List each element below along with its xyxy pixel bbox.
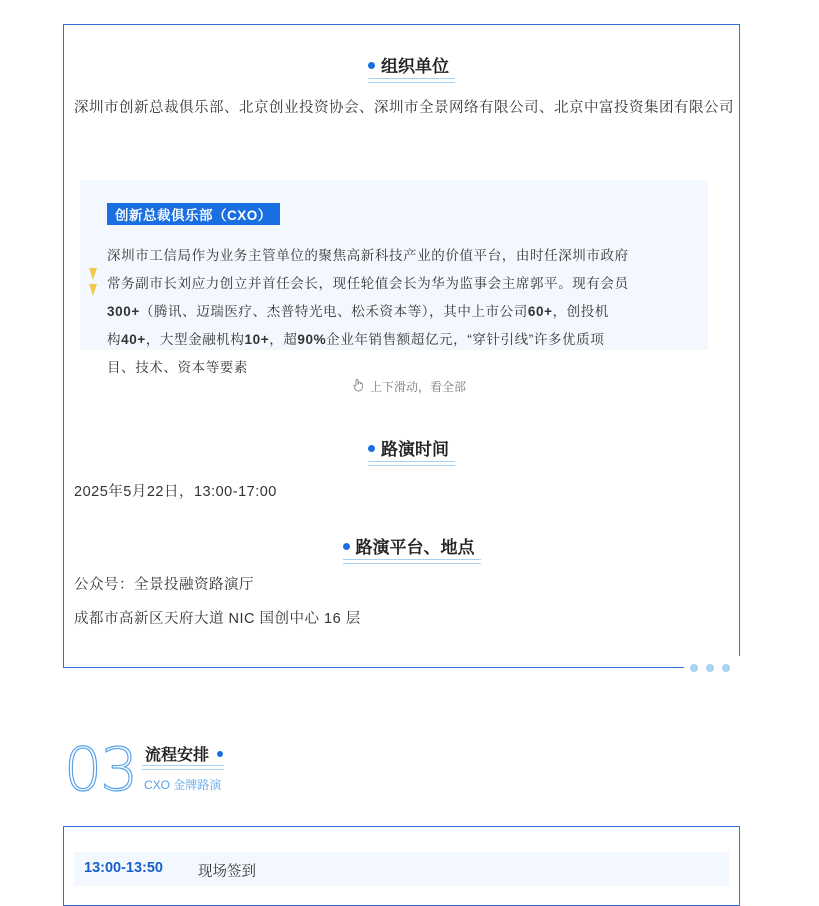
bullet-icon (368, 445, 375, 452)
time-heading (0, 435, 819, 464)
revenue-percent: 90% (297, 332, 327, 347)
bullet-icon (368, 62, 375, 69)
club-intro-box[interactable] (80, 180, 708, 375)
scroll-hint (0, 378, 819, 395)
chevron-down-icon (89, 268, 97, 298)
section-header-schedule (64, 735, 222, 805)
section-number: 03 (64, 735, 137, 805)
venue-platform: 公众号：全景投融资路演厅 (74, 577, 254, 593)
bullet-icon (343, 543, 350, 550)
schedule-row (74, 852, 729, 886)
scroll-hint-text: 上下滑动，看全部 (369, 380, 466, 394)
section-title-text: 流程安排 (145, 747, 210, 764)
section-subtitle: CXO 金牌路演 (144, 778, 222, 792)
finance-count: 10+ (244, 332, 270, 347)
club-line-part: ，创投机 (552, 304, 609, 319)
club-line-part: ，超 (269, 332, 298, 347)
schedule-time: 13:00-13:50 (84, 860, 163, 876)
time-text: 2025年5月22日，13:00-17:00 (74, 484, 277, 500)
member-count: 300+ (107, 304, 140, 319)
club-line: 常务副市长刘应力创立并首任会长，现任轮值会长为华为监事会主席郭平。现有会员 (107, 276, 629, 291)
time-title: 路演时间 (381, 440, 449, 459)
section-title (145, 742, 223, 765)
club-line (107, 298, 692, 326)
dot-icon (690, 664, 698, 672)
club-line-part: 构 (107, 332, 122, 347)
club-line-part: 企业年销售额超亿元，“穿针引线”许多优质项 (326, 332, 605, 347)
bullet-icon (217, 751, 223, 757)
venue-address: 成都市高新区天府大道 NIC 国创中心 16 层 (74, 611, 361, 627)
decorative-dots (690, 664, 730, 672)
club-line-part: ，大型金融机构 (145, 332, 245, 347)
vc-count: 40+ (121, 332, 146, 347)
club-line-part: （腾讯、迈瑞医疗、杰普特光电、松禾资本等），其中上市公司 (139, 304, 528, 319)
organizers-text: 深圳市创新总裁俱乐部、北京创业投资协会、深圳市全景网络有限公司、北京中富投资集团有限公司 (74, 100, 734, 116)
venue-title: 路演平台、地点 (355, 538, 475, 557)
dot-icon (722, 664, 730, 672)
section-underline (142, 765, 224, 770)
schedule-desc: 现场签到 (198, 864, 256, 880)
club-line: 目、技术、资本等要素 (107, 360, 248, 375)
club-line: 深圳市工信局作为业务主管单位的聚焦高新科技产业的价值平台，由时任深圳市政府 (107, 248, 629, 263)
hand-pointer-icon (353, 379, 364, 394)
listed-count: 60+ (527, 304, 553, 319)
organizers-title: 组织单位 (381, 57, 449, 76)
dot-icon (706, 664, 714, 672)
club-line (107, 326, 692, 354)
venue-heading (0, 533, 819, 562)
club-tag: 创新总裁俱乐部（CXO） (107, 203, 280, 225)
club-description (107, 242, 692, 382)
organizers-heading (0, 52, 819, 81)
